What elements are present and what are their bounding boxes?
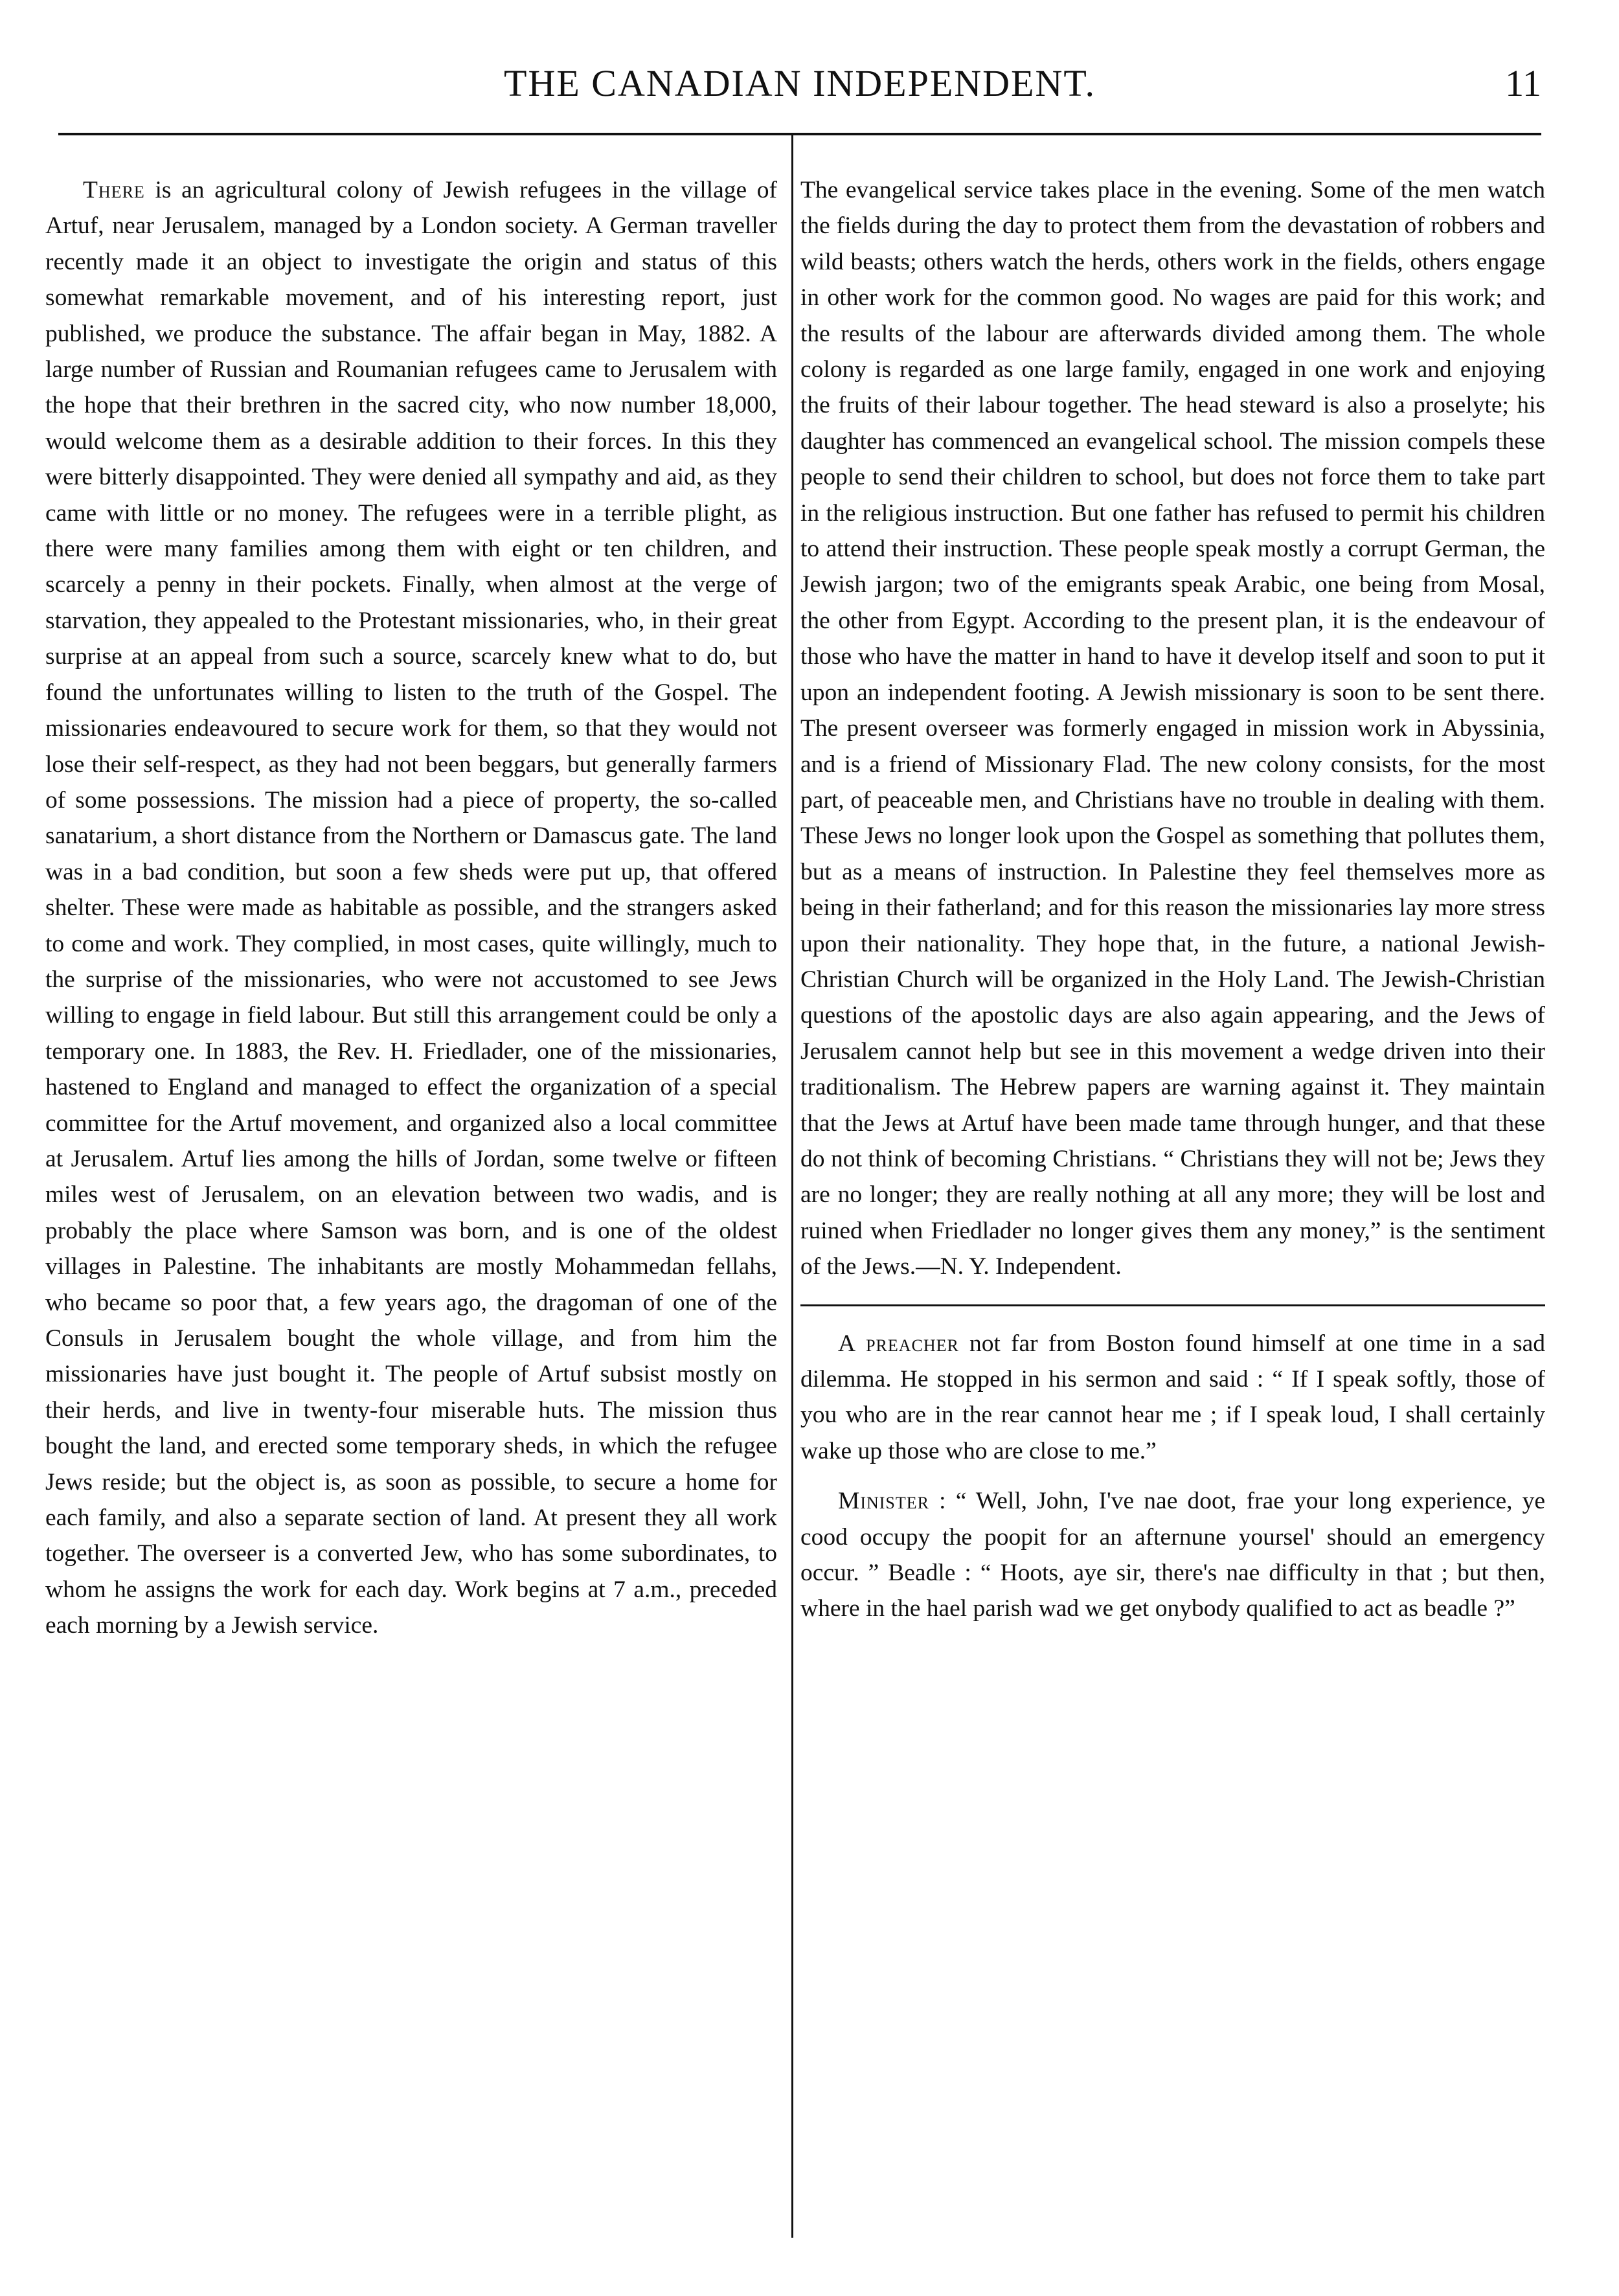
paragraph-gap [800,1469,1545,1483]
minister-body: : “ Well, John, I've nae doot, frae your long experience, ye cood occupy the poopit for an afternune yoursel' should an emergency occur. ” Beadle : “ Hoots, aye sir, there's nae difficulty in that ; but then, where in the hael parish wad we get onybody qualified to act as beadle ?” [800,1488,1545,1622]
left-column [45,172,777,1644]
minister-anecdote [800,1483,1545,1627]
right-column [800,172,1545,1627]
artuf-article-body: is an agricultural colony of Jewish refugees in the village of Artuf, near Jerusalem, managed by a London society. A German traveller recently made it an object to investigate the origin and status of this somewhat remarkable movement, and of his interesting report, just published, we produce the substance. The affair began in May, 1882. A large number of Russian and Roumanian refugees came to Jerusalem with the hope that their brethren in the sacred city, who now number 18,000, would welcome them as a desirable addition to their forces. In this they were bitterly disappointed. They were denied all sympathy and aid, as they came with little or no money. The refugees were in a terrible plight, as there were many families among them with eight or ten children, and scarcely a penny in their pockets. Finally, when almost at the verge of starvation, they appealed to the Protestant missionaries, who, in their great surprise at an appeal from such a source, scarcely knew what to do, but found the unfortunates willing to listen to the truth of the Gospel. The missionaries endeavoured to secure work for them, so that they would not lose their self-respect, as they had not been beggars, but generally farmers of some possessions. The mission had a piece of property, the so-called sanatarium, a short distance from the Northern or Damascus gate. The land was in a bad condition, but soon a few sheds were put up, that offered shelter. These were made as habitable as possible, and the strangers asked to come and work. They complied, in most cases, quite willingly, much to the surprise of the missionaries, who were not accustomed to see Jews willing to engage in field labour. But still this arrangement could be only a temporary one. In 1883, the Rev. H. Friedlader, one of the missionaries, hastened to England and managed to effect the organization of a special committee for the Artuf movement, and organized also a local committee at Jerusalem. Artuf lies among the hills of Jordan, some twelve or fifteen miles west of Jerusalem, on an elevation between two wadis, and is probably the place where Samson was born, and is one of the oldest villages in Palestine. The inhabitants are mostly Mohammedan fellahs, who became so poor that, a few years ago, the dragoman of one of the Consuls in Jerusalem bought the whole village, and from him the missionaries have just bought it. The people of Artuf subsist mostly on their herds, and live in twenty-four miserable huts. The mission thus bought the land, and erected some temporary sheds, in which the refugee Jews reside; but the object is, as soon as possible, to secure a home for each family, and also a separate section of land. At present they all work together. The overseer is a converted Jew, who has some subordinates, to whom he assigns the work for each day. Work begins at 7 a.m., preceded each morning by a Jewish service. [45,177,778,1639]
header-rule [58,133,1541,135]
minister-lead: Minister [838,1488,930,1515]
page-number: 11 [1505,62,1541,104]
preacher-anecdote [800,1326,1545,1470]
article-separator [800,1304,1545,1306]
artuf-article-continuation: The evangelical service takes place in the evening. Some of the men watch the fields during the day to protect them from the devastation of robbers and wild beasts; others watch the herds, others work in the fields, others engage in other work for the common good. No wages are paid for this work; and the results of the labour are afterwards divided among them. The whole colony is regarded as one large family, engaged in one work and enjoying the fruits of their labour together. The head steward is also a proselyte; his daughter has commenced an evangelical school. The mission compels these people to send their children to school, but does not force them to take part in the religious instruction. But one father has refused to permit his children to attend their instruction. These people speak mostly a corrupt German, the Jewish jargon; two of the emigrants speak Arabic, one being from Mosal, the other from Egypt. According to the present plan, it is the endeavour of those who have the matter in hand to have it develop itself and soon to put it upon an independent footing. A Jewish missionary is soon to be sent there. The present overseer was formerly engaged in mission work in Abyssinia, and is a friend of Missionary Flad. The new colony consists, for the most part, of peaceable men, and Christians have no trouble in dealing with them. These Jews no longer look upon the Gospel as something that pollutes them, but as a means of instruction. In Palestine they feel themselves more as being in their fatherland; and for this reason the missionaries lay more stress upon their nationality. They hope that, in the future, a national Jewish-Christian Church will be organized in the Holy Land. The Jewish-Christian questions of the apostolic days are also again appearing, and the Jews of Jerusalem cannot help but see in this movement a wedge driven into their traditionalism. The Hebrew papers are warning against it. They maintain that the Jews at Artuf have been made tame through hunger, and that these do not think of becoming Christians. “ Christians they will not be; Jews they are no longer; they are really nothing at all any more; they will be lost and ruined when Friedlader no longer gives them any money,” is the sentiment of the Jews.—N. Y. Independent. [800,177,1545,1280]
lead-word: There [83,177,145,203]
page-header [58,57,1541,110]
preacher-lead: A preacher [838,1330,959,1357]
column-divider [791,133,793,2238]
preacher-body: not far from Boston found himself at one time in a sad dilemma. He stopped in his sermon and said : “ If I speak softly, those of you who are in the rear cannot hear me ; if I speak loud, I shall certainly wake up those who are close to me.” [800,1330,1546,1464]
publication-title: THE CANADIAN INDEPENDENT. [504,62,1096,104]
artuf-article-paragraph [45,172,777,1644]
